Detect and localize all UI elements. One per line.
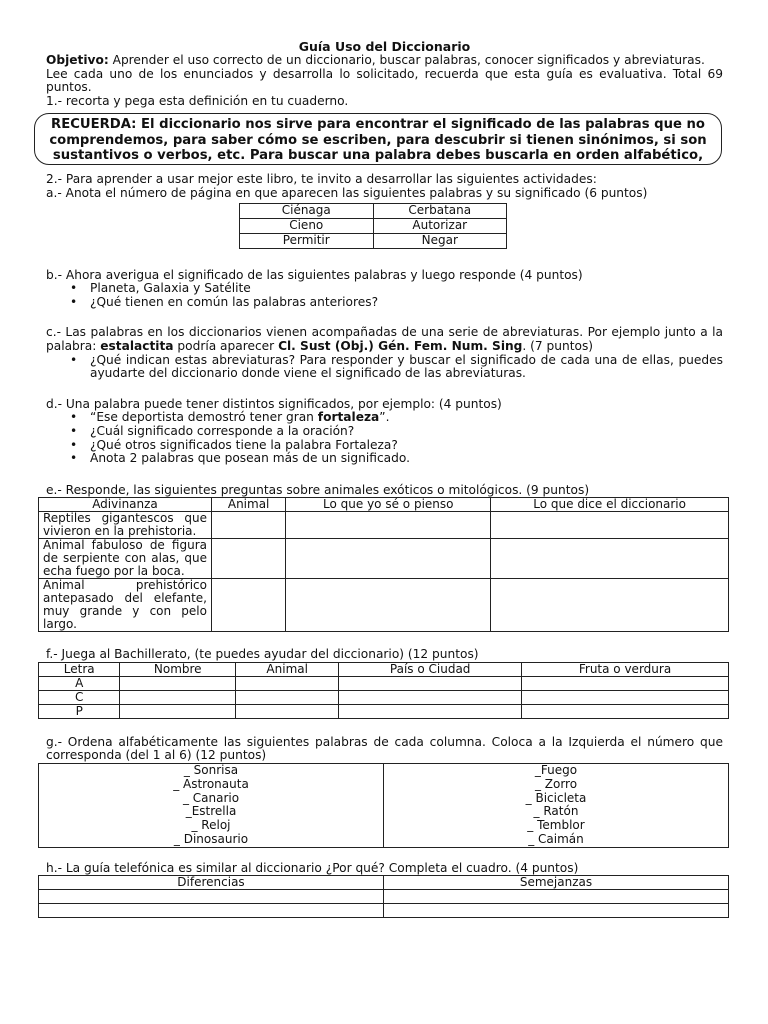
table-row	[39, 764, 729, 848]
table-row	[39, 704, 729, 718]
list-item: • ¿Qué otros significados tiene la palabra Fortaleza?	[90, 439, 723, 453]
table-row	[39, 539, 729, 579]
table-header-row	[39, 662, 729, 676]
answer-cell[interactable]	[236, 676, 339, 690]
section-f-text: f.- Juega al Bachillerato, (te puedes ayudar del diccionario) (12 puntos)	[46, 647, 479, 662]
column-header: Lo que yo sé o pienso	[286, 498, 491, 512]
word-cell: Autorizar	[373, 218, 507, 233]
answer-cell[interactable]	[339, 676, 522, 690]
c-text-2: podría aparecer	[173, 338, 279, 353]
item-2-text: 2.- Para aprender a usar mejor este libro, te invito a desarrollar las siguientes actividades:	[46, 172, 597, 187]
table-row	[39, 579, 729, 632]
list-item: • ¿Cuál significado corresponde a la oración?	[90, 425, 723, 439]
objective-label: Objetivo:	[46, 53, 109, 67]
answer-cell[interactable]	[522, 690, 729, 704]
answer-cell[interactable]	[120, 704, 236, 718]
intro-text: Lee cada uno de los enunciados y desarrolla lo solicitado, recuerda que esta guía es evaluativa. Total 69 puntos.	[46, 66, 723, 95]
table-header-row	[39, 498, 729, 512]
order-table	[38, 763, 729, 848]
animals-table	[38, 497, 729, 632]
order-word: _ Caimán	[528, 832, 584, 847]
word-cell: Cieno	[240, 218, 374, 233]
answer-cell[interactable]	[522, 704, 729, 718]
answer-cell[interactable]	[39, 890, 384, 904]
answer-cell[interactable]	[384, 904, 729, 918]
list-item: • Anota 2 palabras que posean más de un significado.	[90, 452, 723, 466]
answer-cell[interactable]	[212, 539, 286, 579]
word-column-1	[39, 764, 384, 848]
answer-cell[interactable]	[212, 579, 286, 632]
column-header: Diferencias	[39, 876, 384, 890]
list-item: • Planeta, Galaxia y Satélite	[90, 282, 723, 296]
answer-cell[interactable]	[236, 690, 339, 704]
answer-cell[interactable]	[236, 704, 339, 718]
section-b-list	[46, 282, 723, 309]
answer-cell[interactable]	[212, 512, 286, 539]
riddle-cell: Animal prehistórico antepasado del elefante, muy grande y con pelo largo.	[39, 579, 212, 632]
words-table	[239, 203, 507, 249]
answer-cell[interactable]	[286, 579, 491, 632]
answer-cell[interactable]	[384, 890, 729, 904]
answer-cell[interactable]	[522, 676, 729, 690]
column-header: Nombre	[120, 662, 236, 676]
table-row	[240, 218, 507, 233]
c-abbr: Cl. Sust (Obj.) Gén. Fem. Num. Sing	[278, 338, 523, 353]
order-word: _ Temblor	[527, 818, 585, 833]
order-word: _ Astronauta	[173, 776, 249, 791]
column-header: Animal	[212, 498, 286, 512]
table-row	[240, 203, 507, 218]
quote-post: ”.	[379, 410, 390, 425]
list-item: • ¿Qué indican estas abreviaturas? Para responder y buscar el significado de cada una de ellas, puedes ayudarte del diccionario donde viene el significado de las abreviaturas.	[90, 354, 723, 381]
order-word: _Estrella	[185, 804, 237, 819]
letter-cell: C	[39, 690, 120, 704]
answer-cell[interactable]	[491, 512, 729, 539]
section-d-text: d.- Una palabra puede tener distintos significados, por ejemplo: (4 puntos)	[46, 396, 502, 411]
answer-cell[interactable]	[286, 512, 491, 539]
worksheet	[43, 39, 723, 918]
word-cell: Permitir	[240, 233, 374, 248]
order-word: _ Zorro	[534, 776, 578, 791]
answer-cell[interactable]	[286, 539, 491, 579]
word-cell: Negar	[373, 233, 507, 248]
c-word: estalactita	[100, 338, 174, 353]
word-cell: Cerbatana	[373, 203, 507, 218]
column-header: Animal	[236, 662, 339, 676]
list-item	[90, 411, 723, 425]
table-row	[39, 676, 729, 690]
order-word: _ Ratón	[533, 804, 579, 819]
answer-cell[interactable]	[120, 676, 236, 690]
section-h-text: h.- La guía telefónica es similar al diccionario ¿Por qué? Completa el cuadro. (4 puntos)	[46, 860, 579, 875]
column-header: Semejanzas	[384, 876, 729, 890]
word-column-2	[384, 764, 729, 848]
quote-word: fortaleza	[317, 410, 380, 425]
recuerda-wrap	[46, 113, 723, 173]
list-item: • ¿Qué tienen en común las palabras anteriores?	[90, 296, 723, 310]
objective-text: Aprender el uso correcto de un diccionario, buscar palabras, conocer significados y abreviaturas.	[108, 53, 705, 67]
quote-pre: “Ese deportista demostró tener gran	[90, 410, 318, 425]
section-e-text: e.- Responde, las siguientes preguntas sobre animales exóticos o mitológicos. (9 puntos)	[46, 482, 590, 497]
item-1-text: 1.- recorta y pega esta definición en tu cuaderno.	[46, 93, 349, 108]
table-row	[39, 904, 729, 918]
letter-cell: P	[39, 704, 120, 718]
section-c-text	[46, 326, 723, 353]
answer-cell[interactable]	[491, 579, 729, 632]
bachillerato-table	[38, 662, 729, 719]
column-header: Fruta o verdura	[522, 662, 729, 676]
column-header: País o Ciudad	[339, 662, 522, 676]
c-text-3: . (7 puntos)	[522, 338, 594, 353]
table-row	[39, 690, 729, 704]
riddle-cell: Reptiles gigantescos que vivieron en la prehistoria.	[39, 512, 212, 539]
answer-cell[interactable]	[491, 539, 729, 579]
table-header-row	[39, 876, 729, 890]
c-text-1: c.- Las palabras en los diccionarios vienen acompañadas de una serie de abreviaturas. Por ejemplo junto a la palabra:	[46, 325, 723, 353]
order-word: _ Canario	[182, 790, 240, 805]
section-c-list	[46, 354, 723, 381]
answer-cell[interactable]	[120, 690, 236, 704]
word-cell: Ciénaga	[240, 203, 374, 218]
section-a-text: a.- Anota el número de página en que aparecen las siguientes palabras y su significado (6 puntos)	[46, 185, 648, 200]
column-header: Letra	[39, 662, 120, 676]
letter-cell: A	[39, 676, 120, 690]
answer-cell[interactable]	[39, 904, 384, 918]
column-header: Adivinanza	[39, 498, 212, 512]
table-row	[240, 233, 507, 248]
order-word: _Fuego	[534, 763, 578, 778]
recuerda-box: RECUERDA: El diccionario nos sirve para encontrar el significado de las palabras que no comprendemos, para saber cómo se escriben, para descubrir si tienen sinónimos, si son sustantivos o verbos, etc. Para buscar una palabra debes buscarla en orden alfabético,	[34, 113, 722, 165]
order-word: _ Bicicleta	[525, 790, 587, 805]
page-title: Guía Uso del Diccionario	[298, 39, 471, 54]
order-word: _ Sonrisa	[183, 763, 239, 778]
order-word: _ Dinosaurio	[173, 832, 249, 847]
objective	[46, 54, 723, 68]
section-b-text: b.- Ahora averigua el significado de las siguientes palabras y luego responde (4 puntos)	[46, 267, 583, 282]
riddle-cell: Animal fabuloso de figura de serpiente con alas, que echa fuego por la boca.	[39, 539, 212, 579]
answer-cell[interactable]	[339, 690, 522, 704]
section-d-list	[46, 411, 723, 465]
section-g-text: g.- Ordena alfabéticamente las siguientes palabras de cada columna. Coloca a la Izquierda el número que corresponda (del 1 al 6) (12 puntos)	[46, 734, 723, 763]
column-header: Lo que dice el diccionario	[491, 498, 729, 512]
phonebook-table	[38, 875, 729, 918]
table-row	[39, 512, 729, 539]
answer-cell[interactable]	[339, 704, 522, 718]
order-word: _ Reloj	[191, 818, 231, 833]
table-row	[39, 890, 729, 904]
